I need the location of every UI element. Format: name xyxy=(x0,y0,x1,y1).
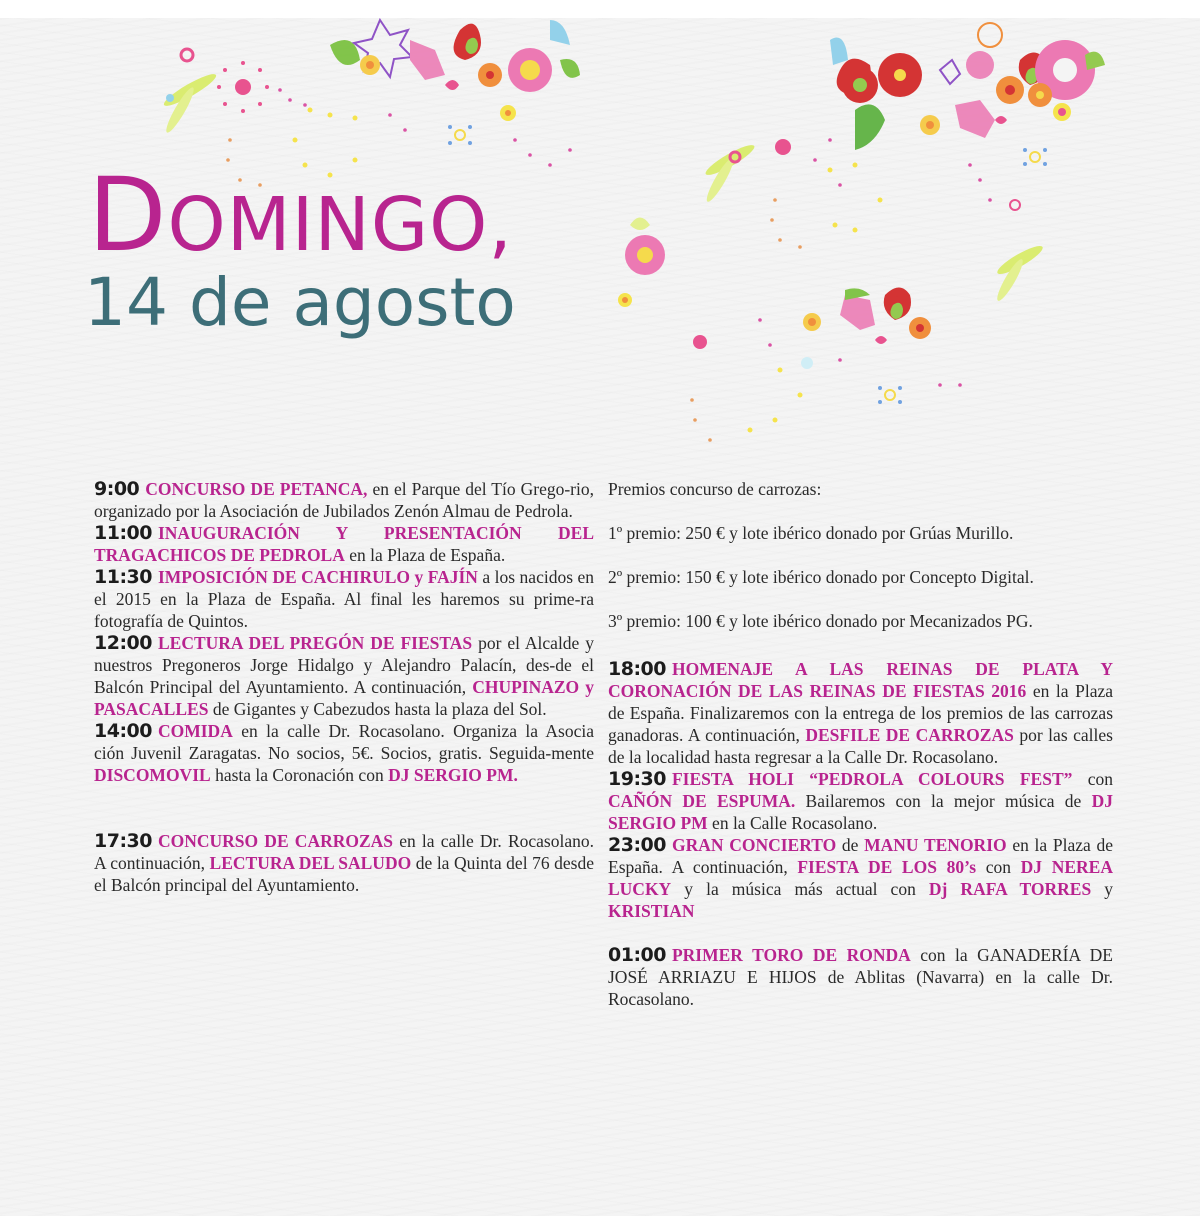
schedule-right-column xyxy=(608,478,1113,1010)
event-time: 14:00 xyxy=(94,720,152,742)
event-time: 23:00 xyxy=(608,834,666,856)
event-text: por el Alcalde y nuestros Pregoneros Jorge Hidalgo y Alejandro Palacín, des-de el Balcón Principal del Ayuntamiento. A continuación, xyxy=(94,633,594,697)
event-text: de Gigantes y Cabezudos hasta la plaza del Sol. xyxy=(208,699,547,719)
event-text: a los nacidos en el 2015 en la Plaza de España. Al final les haremos su prime-ra fotografía de Quintos. xyxy=(94,567,594,631)
schedule-event xyxy=(94,522,594,566)
prize-item: 1º premio: 250 € y lote ibérico donado por Grúas Murillo. xyxy=(608,523,1014,543)
event-time: 01:00 xyxy=(608,944,666,966)
event-highlight: CONCURSO DE PETANCA, xyxy=(145,479,368,499)
event-highlight: COMIDA xyxy=(157,721,233,741)
event-text: en el Parque del Tío Grego-rio, organizado por la Asociación de Jubilados Zenón Almau de Pedrola. xyxy=(94,479,594,521)
page-subtitle-date: 14 de agosto xyxy=(84,264,516,341)
event-highlight: DISCOMOVIL xyxy=(94,765,211,785)
event-highlight: DESFILE DE CARROZAS xyxy=(805,725,1014,745)
event-highlight: LECTURA DEL SALUDO xyxy=(209,853,412,873)
schedule-event xyxy=(608,944,1113,1010)
schedule-event xyxy=(608,658,1113,768)
event-highlight: PRIMER TORO DE RONDA xyxy=(671,945,911,965)
flower-garland-top-left-icon xyxy=(130,0,610,190)
schedule-event xyxy=(608,768,1113,834)
schedule-event xyxy=(608,834,1113,922)
event-highlight: CONCURSO DE CARROZAS xyxy=(157,831,394,851)
schedule-event xyxy=(94,566,594,632)
prizes-title: Premios concurso de carrozas: xyxy=(608,479,822,499)
flower-garland-top-right-icon xyxy=(600,0,1200,460)
event-text: en la calle Dr. Rocasolano. A continuación, xyxy=(94,831,594,873)
event-highlight: MANU TENORIO xyxy=(864,835,1007,855)
event-text: en la Plaza de España. A continuación, xyxy=(608,835,1113,877)
event-text: en la Plaza de España. Finalizaremos con la entrega de los premios de las carrozas ganadoras. A continuación, xyxy=(608,681,1114,745)
event-highlight: IMPOSICIÓN DE CACHIRULO y FAJÍN xyxy=(157,567,478,587)
schedule-event xyxy=(94,830,594,896)
event-time: 11:30 xyxy=(94,566,152,588)
event-text: con xyxy=(976,857,1021,877)
title-rest: OMINGO, xyxy=(167,182,513,268)
event-text: hasta la Coronación con xyxy=(210,765,389,785)
event-time: 17:30 xyxy=(94,830,152,852)
event-text: de xyxy=(836,835,865,855)
event-text: y xyxy=(1091,879,1114,899)
event-highlight: FIESTA DE LOS 80’s xyxy=(797,857,977,877)
event-highlight: CAÑÓN DE ESPUMA. xyxy=(608,791,796,811)
event-highlight: GRAN CONCIERTO xyxy=(671,835,837,855)
event-highlight: KRISTIAN xyxy=(608,901,695,921)
event-text: de la Quinta del 76 desde el Balcón principal del Ayuntamiento. xyxy=(94,853,594,895)
title-initial: D xyxy=(88,156,168,275)
event-highlight: DJ SERGIO PM xyxy=(608,791,1113,833)
event-highlight: CHUPINAZO y PASACALLES xyxy=(94,677,594,719)
event-highlight: FIESTA HOLI “PEDROLA COLOURS FEST” xyxy=(671,769,1073,789)
event-highlight: INAUGURACIÓN Y PRESENTACIÓN DEL TRAGACHICOS DE PEDROLA xyxy=(94,523,594,565)
prizes-block xyxy=(608,478,1113,632)
event-time: 19:30 xyxy=(608,768,666,790)
event-highlight: Dj RAFA TORRES xyxy=(928,879,1092,899)
event-highlight: HOMENAJE A LAS REINAS DE PLATA Y CORONACIÓN DE LAS REINAS DE FIESTAS 2016 xyxy=(608,659,1113,701)
event-text: y la música más actual con xyxy=(671,879,929,899)
event-highlight: LECTURA DEL PREGÓN DE FIESTAS xyxy=(157,633,473,653)
event-text: en la Plaza de España. xyxy=(344,545,506,565)
prize-item: 2º premio: 150 € y lote ibérico donado por Concepto Digital. xyxy=(608,567,1034,587)
prize-item: 3º premio: 100 € y lote ibérico donado por Mecanizados PG. xyxy=(608,611,1033,631)
event-time: 9:00 xyxy=(94,478,140,500)
event-text: por las calles de la localidad hasta regresar a la Calle Dr. Rocasolano. xyxy=(608,725,1113,767)
event-text: Bailaremos con la mejor música de xyxy=(795,791,1092,811)
schedule-left-column xyxy=(94,478,594,896)
event-text: en la Calle Rocasolano. xyxy=(707,813,878,833)
event-text: con xyxy=(1072,769,1113,789)
event-time: 12:00 xyxy=(94,632,152,654)
schedule-event xyxy=(94,632,594,720)
event-time: 18:00 xyxy=(608,658,666,680)
event-time: 11:00 xyxy=(94,522,152,544)
event-highlight: DJ SERGIO PM. xyxy=(388,765,518,785)
event-text: con la GANADERÍA DE JOSÉ ARRIAZU E HIJOS de Ablitas (Navarra) en la calle Dr. Rocasolano. xyxy=(608,945,1113,1009)
page-title xyxy=(88,156,513,275)
event-text: en la calle Dr. Rocasolano. Organiza la Asocia ción Juvenil Zaragatas. No socios, 5€. Socios, gratis. Seguida-mente xyxy=(94,721,594,763)
schedule-event xyxy=(94,720,594,786)
event-highlight: DJ NEREA LUCKY xyxy=(608,857,1113,899)
schedule-event xyxy=(94,478,594,522)
